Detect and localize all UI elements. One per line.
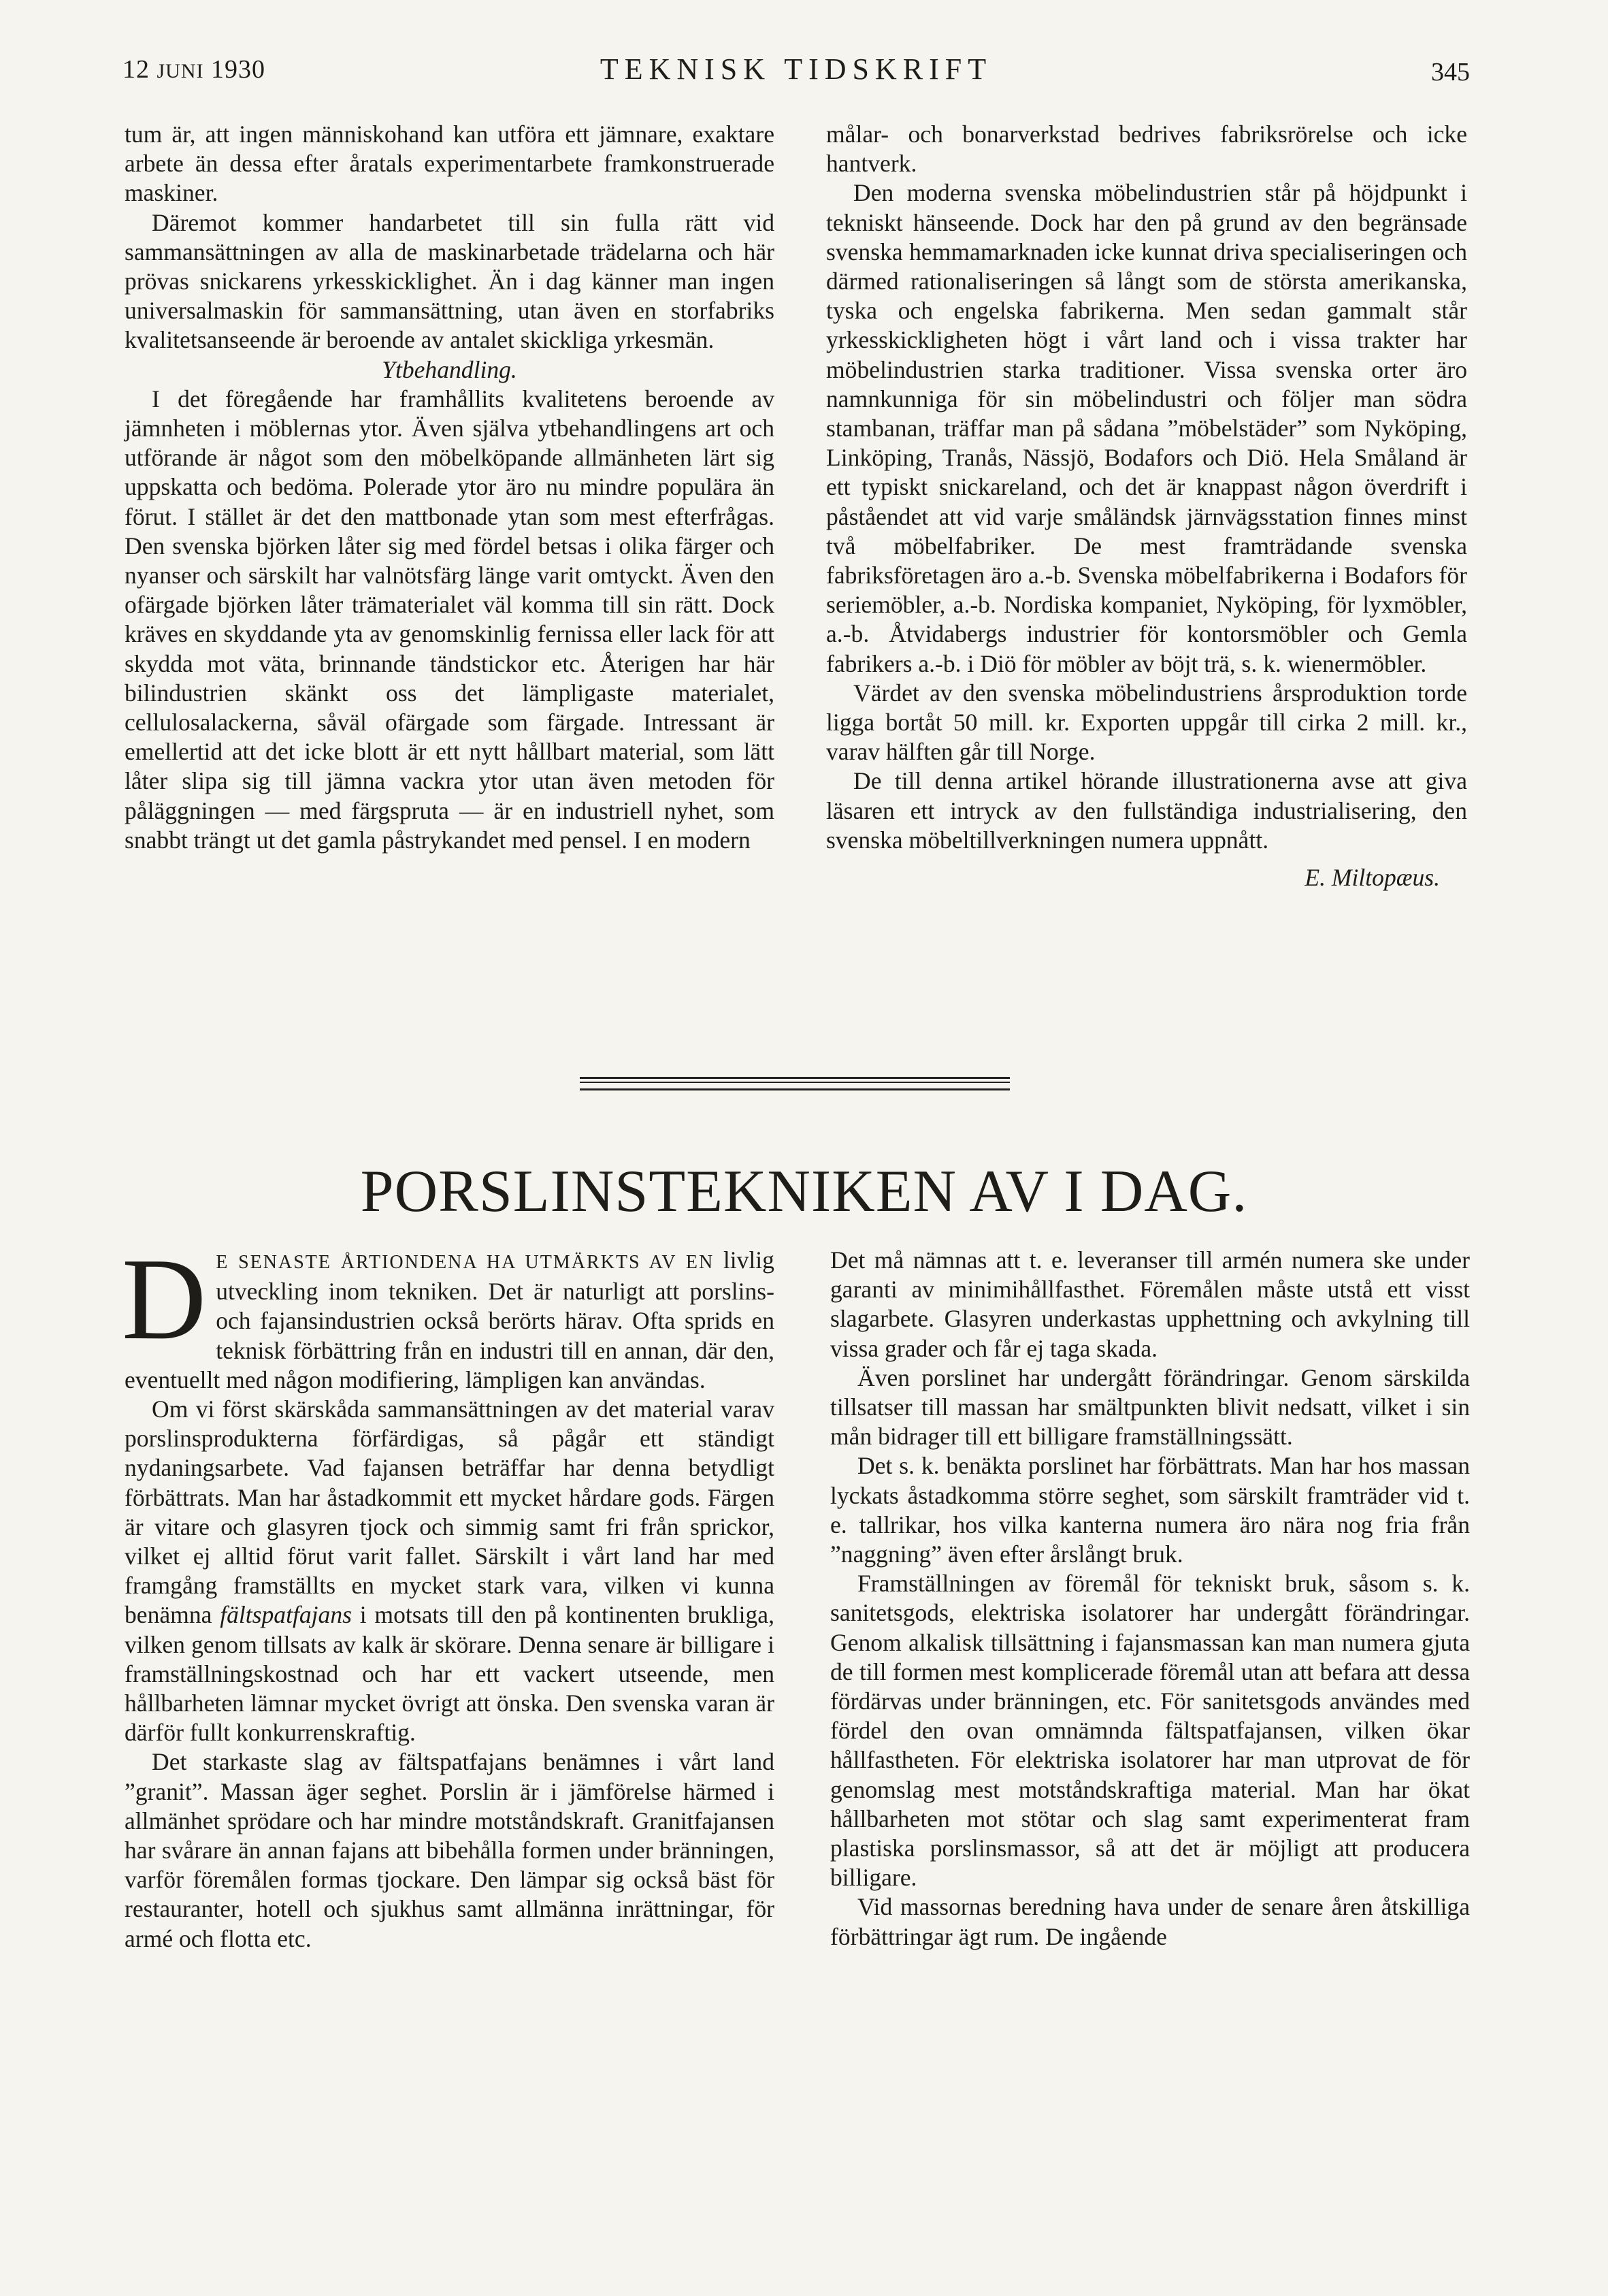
- drop-cap: D: [122, 1235, 207, 1364]
- top-right-column: [826, 120, 1467, 892]
- opening-paragraph: D E SENASTE ÅRTIONDENA HA UTMÄRKTS AV EN livlig utveckling inom tekniken. Det är naturligt att porslins- och fajansindustrien också berörts härav. Ofta sprids en teknisk förbättring från en industri till en annan, där den, eventuellt med någon modifiering, lämpligen kan användas.: [122, 1235, 774, 1393]
- paragraph: målar- och bonarverkstad bedrives fabriksrörelse och icke hantverk.: [826, 120, 1467, 178]
- paragraph: Det s. k. benäkta porslinet har förbättrats. Man har hos massan lyckats åstadkomma större seghet, som särskilt framträder vid t. e. tallrikar, hos vilka kanterna numera äro nära nog fria från ”naggning” även efter årslångt bruk.: [830, 1452, 1470, 1568]
- author-signature: E. Miltopæus.: [1305, 864, 1440, 892]
- bottom-right-column: [830, 1246, 1470, 1952]
- paragraph: De till denna artikel hörande illustrationerna avse att giva läsaren ett intryck av den fullständiga industrialisering, den svenska möbeltillverkningen numera uppnått.: [826, 767, 1467, 854]
- paragraph: Den moderna svenska möbelindustrien står på höjdpunkt i tekniskt hänseende. Dock har den på grund av den begränsade svenska hemmamarknaden icke kunnat driva specialiseringen och därmed rationaliseringen så långt som de största amerikanska, tyska och engelska fabrikerna. Men sedan gammalt står yrkesskickligheten högt i vårt land och i vissa trakter har möbelindustrien starka traditioner. Vissa svenska orter äro namnkunniga för sin möbelindustri och följer man södra stambanan, träffar man på sådana ”möbelstäder” som Nyköping, Linköping, Tranås, Nässjö, Bodafors och Diö. Hela Småland är ett typiskt snickareland, och det är knappast någon överdrift i påståendet att vid varje småländsk järnvägsstation finnes minst två möbelfabriker. De mest framträdande svenska fabriksföretagen äro a.-b. Svenska möbelfabrikerna i Bodafors för seriemöbler, a.-b. Nordiska kompaniet, Nyköping, för lyxmöbler, a.-b. Åtvidabergs industrier för kontorsmöbler och Gemla fabrikers a.-b. i Diö för möbler av böjt trä, s. k. wienermöbler.: [826, 179, 1467, 677]
- paragraph: tum är, att ingen människohand kan utföra ett jämnare, exaktare arbete än dessa efter åratals experimentarbete framkonstruerade maskiner.: [125, 120, 774, 207]
- opening-smallcaps: E SENASTE ÅRTIONDENA HA UTMÄRKTS AV EN: [216, 1252, 715, 1273]
- section-subheading: Ytbehandling.: [382, 355, 517, 383]
- paragraph: Om vi först skärskåda sammansättningen av det material varav porslinsprodukterna förfärdigas, så pågår ett ständigt nydaningsarbete. Vad fajansen beträffar har denna betydligt förbättrats. Man har åstadkommit ett mycket hårdare gods. Färgen är vitare och glasyren tjock och simmig samt fri från sprickor, vilket ej alltid förut varit fallet. Särskilt i vårt land har med framgång framställts en mycket stark vara, vilken vi kunna benämna fältspatfajans i motsats till den på kontinenten brukliga, vilken genom tillsats av kalk är skörare. Denna senare är billigare i framställningskostnad och har ett vackert utseende, men hållbarheten lämnar mycket övrigt att önska. Den svenska varan är därför fullt konkurrenskraftig.: [125, 1395, 774, 1747]
- paragraph: I det föregående har framhållits kvalitetens beroende av jämnheten i möblernas ytor. Även själva ytbehandlingens art och utförande är något som den möbelköpande allmänheten lärt sig uppskatta och bedöma. Polerade ytor äro nu mindre populära än förut. I stället är det den mattbonade ytan som mest efterfrågas. Den svenska björken låter sig med fördel betsas i olika färger och nyanser och särskilt har valnötsfärg länge varit omtyckt. Även den ofärgade björken låter trämaterialet väl komma till sin rätt. Dock kräves en skyddande yta av genomskinlig fernissa eller lack för att skydda mot väta, brinnande tändstickor etc. Återigen har här bilindustrien skänkt oss det lämpligaste materialet, cellulosalackerna, såväl ofärgade som färgade. Intressant är emellertid att det icke blott är ett nytt hållbart material, som lätt låter slipa sig till jämna vackra ytor utan även metoden för påläggningen — med färgspruta — är en industriell nyhet, som snabbt trängt ut det gamla påstrykandet med pensel. I en modern: [125, 385, 774, 854]
- paragraph: Vid massornas beredning hava under de senare åren åtskilliga förbättringar ägt rum. De ingående: [830, 1893, 1470, 1950]
- article-divider: [580, 1077, 1010, 1090]
- emphasis-term: fältspatfajans: [220, 1601, 352, 1629]
- paragraph: Det må nämnas att t. e. leveranser till armén numera ske under garanti av minimihållfasthet. Föremålen måste utstå ett visst slagarbete. Glasyren underkastas upphettning och avkylning till vissa grader och får ej taga skada.: [830, 1246, 1470, 1362]
- paragraph: Däremot kommer handarbetet till sin fulla rätt vid sammansättningen av alla de maskinarbetade trädelarna och här prövas snickarens yrkesskicklighet. Än i dag känner man ingen universalmaskin för sammansättning, utan även en storfabriks kvalitetsanseende är beroende av antalet skickliga yrkesmän.: [125, 208, 774, 354]
- paragraph: Framställningen av föremål för tekniskt bruk, såsom s. k. sanitetsgods, elektriska isolatorer har undergått förändringar. Genom alkalisk tillsättning i fajansmassan kan man numera gjuta de till formen mest komplicerade föremål utan att befara att dessa fördärvas under bränningen, etc. För sanitetsgods användes med fördel den ovan omnämnda fältspatfajansen, vilken ökar hållfastheten. För elektriska isolatorer har man utprovat de för genomslag mest motståndskraftiga material. Man har ökat hållbarheten mot stötar och slag samt experimenterat fram plastiska porslinsmassor, så att det är möjligt att producera billigare.: [830, 1570, 1470, 1892]
- issue-date: 12 JUNI 1930: [122, 55, 265, 84]
- top-left-column: [125, 120, 774, 855]
- paragraph: Värdet av den svenska möbelindustriens årsproduktion torde ligga bortåt 50 mill. kr. Exporten uppgår till cirka 2 mill. kr., varav hälften går till Norge.: [826, 679, 1467, 766]
- paragraph: Även porslinet har undergått förändringar. Genom särskilda tillsatser till massan har smältpunkten blivit nedsatt, vilket i sin mån bidrager till ett billigare framställningssätt.: [830, 1363, 1470, 1451]
- journal-title: TEKNISK TIDSKRIFT: [600, 52, 993, 86]
- running-header: [116, 52, 1477, 99]
- article-title: PORSLINSTEKNIKEN AV I DAG.: [360, 1159, 1248, 1225]
- bottom-left-column: [122, 1235, 774, 1954]
- paragraph: Det starkaste slag av fältspatfajans benämnes i vårt land ”granit”. Massan äger seghet. Porslin är i jämförelse härmed i allmänhet sprödare och har mindre motståndskraft. Granitfajansen har svårare än annan fajans att bibehålla formen under bränningen, varför föremålen formas tjockare. Den lämpar sig också bäst för restauranter, hotell och sjukhus samt allmänna inrättningar, för armé och flotta etc.: [125, 1748, 774, 1952]
- page-number: 345: [1431, 58, 1470, 86]
